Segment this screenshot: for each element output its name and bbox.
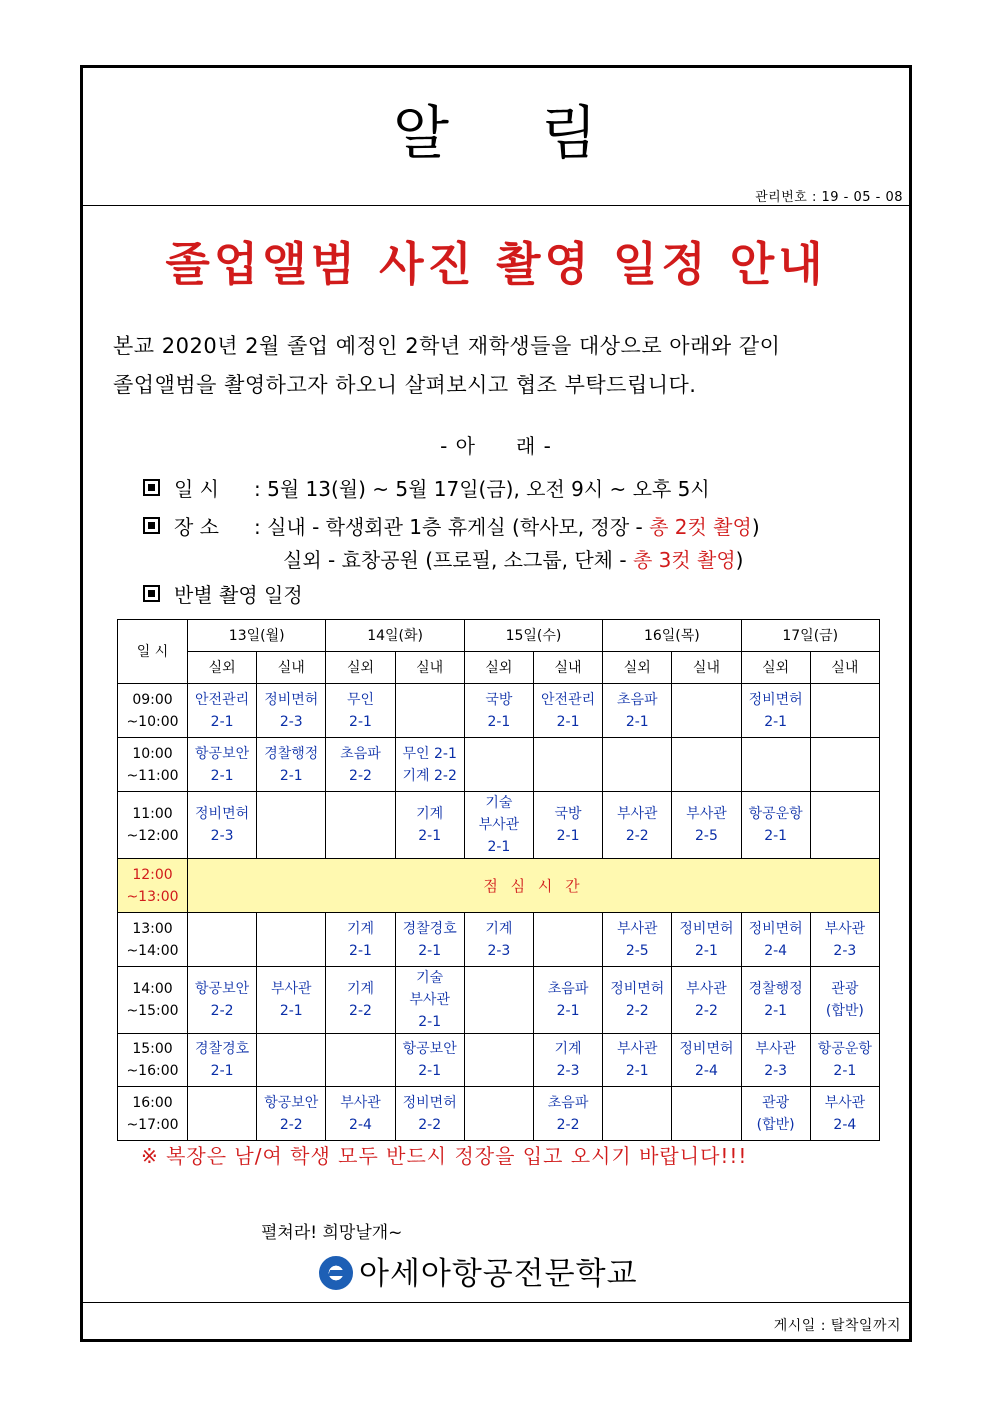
schedule-cell: [810, 1034, 879, 1087]
schedule-cell-line: 항공운항: [748, 806, 803, 822]
schedule-cell-line: 기계: [346, 920, 375, 937]
schedule-cell: [257, 792, 326, 859]
place-outdoor-shots: 총 3컷 촬영: [632, 548, 736, 572]
schedule-cell: [188, 792, 257, 859]
date-label: 일 시: [174, 477, 219, 501]
indoor-header: 실내: [672, 652, 741, 684]
schedule-cell: [395, 1034, 464, 1087]
time-slot-line: ~11:00: [126, 767, 179, 784]
schedule-cell: [464, 1034, 533, 1087]
schedule-cell: [533, 792, 602, 859]
schedule-cell: [741, 792, 810, 859]
schedule-cell-line: 부사관: [616, 806, 658, 822]
schedule-cell-line: 정비면허: [679, 1041, 734, 1057]
schedule-cell-line: (합반): [825, 1003, 864, 1019]
schedule-cell-line: 안전관리: [541, 691, 596, 708]
schedule-cell: [326, 967, 395, 1034]
schedule-cell: [533, 684, 602, 738]
schedule-cell: [464, 792, 533, 859]
schedule-cell-line: 정비면허: [264, 691, 319, 708]
schedule-cell-line: 관광: [762, 1094, 790, 1111]
schedule-cell: [603, 1034, 672, 1087]
schedule-cell: [741, 1087, 810, 1141]
day-header: 14일(화): [326, 620, 464, 652]
schedule-cell-line: 2-1: [764, 1003, 788, 1019]
schedule-cell-line: 2-2: [556, 1116, 580, 1133]
lunch-row: [118, 859, 880, 913]
schedule-cell-line: 부사관: [824, 920, 866, 937]
schedule-cell-line: 2-1: [418, 828, 442, 844]
schedule-cell-line: 2-1: [556, 713, 580, 730]
schedule-cell-line: 2-3: [556, 1063, 580, 1079]
schedule-cell-line: 정비면허: [748, 691, 803, 708]
schedule-cell: [810, 967, 879, 1034]
table-row: [118, 792, 880, 859]
schedule-cell: [464, 684, 533, 738]
schedule-cell-line: 경찰경호: [402, 920, 457, 937]
schedule-cell: [326, 738, 395, 792]
time-slot-line: ~10:00: [126, 713, 179, 730]
school-name-block: [319, 1248, 638, 1293]
schedule-label: 반별 촬영 일정: [174, 583, 303, 607]
divider-top: [83, 205, 909, 206]
schedule-cell-line: 2-2: [279, 1116, 303, 1133]
time-slot: [118, 1087, 188, 1141]
schedule-cell-line: 경찰행정: [748, 981, 803, 997]
lunch-time: [118, 859, 188, 913]
time-slot: [118, 1034, 188, 1087]
indoor-header: 실내: [533, 652, 602, 684]
schedule-cell: [188, 967, 257, 1034]
table-row: [118, 738, 880, 792]
time-slot-line: 14:00: [132, 981, 173, 997]
notice-title: [83, 86, 909, 170]
time-header: 일 시: [118, 620, 188, 684]
schedule-cell-line: 2-1: [487, 839, 511, 855]
schedule-cell: [672, 738, 741, 792]
schedule-cell-line: 2-1: [418, 1014, 442, 1030]
schedule-cell: [533, 967, 602, 1034]
schedule-cell: [672, 684, 741, 738]
outdoor-header: 실외: [464, 652, 533, 684]
table-row: [118, 967, 880, 1034]
time-slot-line: 16:00: [132, 1094, 173, 1111]
schedule-cell-line: 무인 2-1: [402, 745, 457, 762]
schedule-cell: [533, 913, 602, 967]
schedule-cell-line: 2-4: [695, 1063, 718, 1079]
schedule-cell-line: 기계: [485, 920, 513, 937]
time-slot-line: ~17:00: [126, 1116, 179, 1133]
schedule-cell-line: 기술: [485, 795, 513, 811]
place-indoor-end: ): [751, 515, 760, 539]
schedule-cell-line: 항공보안: [402, 1041, 457, 1057]
indoor-header: 실내: [395, 652, 464, 684]
schedule-cell: [741, 738, 810, 792]
outdoor-header: 실외: [326, 652, 395, 684]
schedule-cell: [326, 792, 395, 859]
schedule-cell: [188, 684, 257, 738]
schedule-cell-line: 초음파: [547, 1094, 589, 1111]
schedule-cell-line: (합반): [756, 1116, 795, 1133]
schedule-cell: [257, 684, 326, 738]
notice-title-part2: 림: [541, 99, 600, 167]
schedule-cell-line: 초음파: [616, 691, 658, 708]
time-slot-line: ~12:00: [126, 828, 179, 844]
schedule-cell-line: 국방: [554, 806, 582, 822]
divider-bottom: [83, 1302, 909, 1303]
table-header-days: [118, 620, 880, 652]
schedule-cell: [257, 1087, 326, 1141]
schedule-cell-line: 안전관리: [195, 691, 250, 708]
schedule-cell-line: 항공운항: [817, 1041, 872, 1057]
schedule-cell: [257, 1034, 326, 1087]
schedule-cell-line: 부사관: [616, 1041, 658, 1057]
schedule-cell-line: 2-1: [279, 1003, 303, 1019]
schedule-cell-line: 부사관: [824, 1094, 866, 1111]
posting-period: 게시일 : 탈착일까지: [773, 1318, 901, 1334]
schedule-cell: [257, 738, 326, 792]
schedule-cell: [810, 684, 879, 738]
schedule-cell: [603, 913, 672, 967]
schedule-cell-line: 2-1: [625, 713, 649, 730]
schedule-cell: [603, 738, 672, 792]
table-row: [118, 684, 880, 738]
schedule-cell: [810, 913, 879, 967]
date-value: : 5월 13(월) ~ 5월 17일(금), 오전 9시 ~ 오후 5시: [254, 477, 710, 501]
lunch-time-line: 12:00: [132, 866, 173, 883]
schedule-cell: [741, 967, 810, 1034]
schedule-cell-line: 2-1: [349, 713, 372, 730]
time-slot-line: 10:00: [132, 745, 173, 762]
management-number: 관리번호 : 19 - 05 - 08: [755, 190, 903, 205]
schedule-cell-line: 2-2: [695, 1003, 718, 1019]
below-left: - 아: [440, 434, 476, 458]
schedule-cell-line: 2-3: [210, 828, 234, 844]
schedule-cell-line: 항공보안: [195, 981, 250, 997]
schedule-cell: [810, 792, 879, 859]
schedule-cell: [464, 738, 533, 792]
time-slot: [118, 684, 188, 738]
outdoor-header: 실외: [188, 652, 257, 684]
place-label: 장 소: [174, 515, 219, 539]
schedule-cell-line: 2-2: [625, 1003, 649, 1019]
schedule-cell-line: 초음파: [547, 981, 589, 997]
place-outdoor-value: 실외 - 효창공원 (프로필, 소그룹, 단체 -: [283, 548, 633, 572]
indoor-header: 실내: [810, 652, 879, 684]
schedule-cell: [810, 1087, 879, 1141]
schedule-cell-line: 경찰행정: [264, 745, 319, 762]
schedule-cell: [395, 1087, 464, 1141]
intro-line-1: 본교 2020년 2월 졸업 예정인 2학년 재학생들을 대상으로 아래와 같이: [113, 334, 781, 358]
schedule-cell: [326, 913, 395, 967]
schedule-cell: [672, 913, 741, 967]
schedule-cell: [603, 684, 672, 738]
table-row: [118, 913, 880, 967]
schedule-cell: [395, 792, 464, 859]
schedule-cell: [672, 1034, 741, 1087]
dress-code-warning: ※ 복장은 남/여 학생 모두 반드시 정장을 입고 오시기 바랍니다!!!: [141, 1144, 748, 1168]
square-bullet-icon: [143, 517, 160, 534]
schedule-cell-line: 무인: [346, 691, 375, 708]
schedule-cell-line: 국방: [485, 691, 513, 708]
schedule-cell: [810, 738, 879, 792]
schedule-cell: [464, 967, 533, 1034]
schedule-cell-line: 2-2: [210, 1003, 234, 1019]
schedule-cell-line: 정비면허: [610, 981, 665, 997]
time-slot-line: ~16:00: [126, 1063, 179, 1079]
table-row: [118, 1087, 880, 1141]
schedule-cell-line: 정비면허: [195, 806, 250, 822]
place-indoor-shots: 총 2컷 촬영: [649, 515, 752, 539]
schedule-cell: [395, 684, 464, 738]
time-slot: [118, 738, 188, 792]
time-slot-line: ~15:00: [126, 1003, 179, 1019]
schedule-cell-line: 기계: [554, 1041, 582, 1057]
schedule-cell-line: 2-1: [695, 942, 718, 959]
schedule-cell: [672, 792, 741, 859]
indoor-header: 실내: [257, 652, 326, 684]
schedule-cell-line: 2-2: [349, 1003, 372, 1019]
schedule-cell-line: 2-4: [764, 942, 788, 959]
schedule-cell-line: 부사관: [340, 1094, 381, 1111]
notice-title-part1: 알: [392, 99, 451, 167]
schedule-cell-line: 부사관: [686, 806, 727, 822]
intro-line-2: 졸업앨범을 촬영하고자 하오니 살펴보시고 협조 부탁드립니다.: [113, 373, 697, 397]
schedule-cell-line: 2-3: [487, 942, 511, 959]
place-outdoor-end: ): [735, 548, 744, 572]
schedule-cell: [672, 1087, 741, 1141]
school-name: 아세아항공전문학교: [359, 1256, 638, 1292]
time-slot-line: 11:00: [132, 806, 173, 822]
square-bullet-icon: [143, 585, 160, 602]
schedule-cell-line: 기술: [416, 970, 444, 986]
schedule-cell-line: 2-1: [556, 828, 580, 844]
table-row: [118, 1034, 880, 1087]
day-header: 13일(월): [188, 620, 326, 652]
main-title: 졸업앨범 사진 촬영 일정 안내: [165, 237, 827, 291]
schedule-cell: [464, 913, 533, 967]
time-slot-line: 15:00: [132, 1041, 173, 1057]
schedule-cell-line: 2-1: [418, 1063, 442, 1079]
schedule-cell: [326, 1087, 395, 1141]
schedule-cell-line: 부사관: [616, 920, 658, 937]
schedule-cell-line: 2-1: [487, 713, 511, 730]
schedule-cell-line: 2-4: [349, 1116, 372, 1133]
time-slot: [118, 792, 188, 859]
schedule-cell-line: 2-1: [833, 1063, 857, 1079]
schedule-cell: [672, 967, 741, 1034]
time-slot: [118, 913, 188, 967]
schedule-cell-line: 정비면허: [402, 1094, 457, 1111]
schedule-cell-line: 2-3: [764, 1063, 788, 1079]
schedule-cell: [326, 684, 395, 738]
schedule-cell-line: 2-3: [279, 713, 303, 730]
info-schedule: [143, 579, 303, 608]
info-date: [143, 473, 710, 502]
schedule-cell-line: 부사관: [686, 981, 727, 997]
outdoor-header: 실외: [741, 652, 810, 684]
schedule-cell: [603, 792, 672, 859]
info-place-indoor: [143, 511, 760, 540]
schedule-cell-line: 2-1: [556, 1003, 580, 1019]
school-logo-icon: [319, 1256, 353, 1290]
schedule-cell-line: 2-4: [833, 1116, 857, 1133]
schedule-cell-line: 2-2: [625, 828, 649, 844]
schedule-cell-line: 항공보안: [264, 1094, 319, 1111]
schedule-cell: [257, 913, 326, 967]
schedule-cell: [395, 913, 464, 967]
below-right: 래 -: [516, 434, 552, 458]
info-place-outdoor: [283, 544, 743, 573]
schedule-cell-line: 정비면허: [748, 920, 803, 937]
schedule-cell-line: 2-1: [764, 828, 788, 844]
schedule-cell: [533, 1087, 602, 1141]
schedule-cell-line: 2-3: [833, 942, 857, 959]
schedule-cell-line: 관광: [831, 981, 859, 997]
schedule-cell-line: 2-1: [418, 942, 442, 959]
schedule-cell: [395, 738, 464, 792]
schedule-cell: [188, 1034, 257, 1087]
square-bullet-icon: [143, 479, 160, 496]
schedule-cell-line: 2-2: [349, 767, 372, 784]
day-header: 15일(수): [464, 620, 602, 652]
schedule-cell: [603, 967, 672, 1034]
schedule-cell-line: 기계: [346, 981, 375, 997]
schedule-cell-line: 2-1: [625, 1063, 649, 1079]
schedule-cell-line: 2-1: [279, 767, 303, 784]
schedule-cell: [395, 967, 464, 1034]
slogan: 펼쳐라! 희망날개~: [261, 1223, 403, 1243]
table-header-sub: [118, 652, 880, 684]
schedule-cell-line: 2-1: [764, 713, 788, 730]
schedule-cell-line: 2-1: [210, 1063, 234, 1079]
time-slot: [118, 967, 188, 1034]
schedule-cell-line: 2-1: [210, 713, 234, 730]
schedule-cell-line: 2-5: [695, 828, 718, 844]
schedule-cell: [533, 738, 602, 792]
schedule-cell-line: 2-2: [418, 1116, 442, 1133]
day-header: 17일(금): [741, 620, 879, 652]
time-slot-line: ~14:00: [126, 942, 179, 959]
time-slot-line: 09:00: [132, 691, 173, 708]
schedule-cell-line: 부사관: [409, 992, 450, 1008]
schedule-cell-line: 2-1: [349, 942, 372, 959]
place-indoor-value: : 실내 - 학생회관 1층 휴게실 (학사모, 정장 -: [254, 515, 650, 539]
lunch-label: 점 심 시 간: [188, 859, 880, 913]
schedule-table: [117, 619, 880, 1141]
schedule-cell-line: 2-1: [210, 767, 234, 784]
lunch-time-line: ~13:00: [126, 888, 179, 905]
time-slot-line: 13:00: [132, 920, 173, 937]
below-heading: [83, 430, 909, 459]
schedule-cell: [603, 1087, 672, 1141]
outdoor-header: 실외: [603, 652, 672, 684]
schedule-cell-line: 부사관: [755, 1041, 796, 1057]
notice-frame: [80, 65, 912, 1342]
schedule-cell: [741, 913, 810, 967]
schedule-cell: [464, 1087, 533, 1141]
schedule-cell: [326, 1034, 395, 1087]
schedule-cell: [188, 1087, 257, 1141]
schedule-cell-line: 정비면허: [679, 920, 734, 937]
schedule-cell-line: 2-5: [625, 942, 649, 959]
day-header: 16일(목): [603, 620, 741, 652]
schedule-cell: [188, 913, 257, 967]
schedule-cell-line: 항공보안: [195, 745, 250, 762]
schedule-cell-line: 기계 2-2: [402, 767, 457, 784]
schedule-cell-line: 경찰경호: [195, 1041, 250, 1057]
schedule-cell: [533, 1034, 602, 1087]
schedule-cell-line: 기계: [416, 806, 444, 822]
schedule-cell-line: 초음파: [340, 745, 381, 762]
schedule-cell: [188, 738, 257, 792]
schedule-cell: [257, 967, 326, 1034]
schedule-cell-line: 부사관: [271, 981, 312, 997]
schedule-cell-line: 부사관: [478, 817, 520, 833]
schedule-cell: [741, 1034, 810, 1087]
schedule-cell: [741, 684, 810, 738]
